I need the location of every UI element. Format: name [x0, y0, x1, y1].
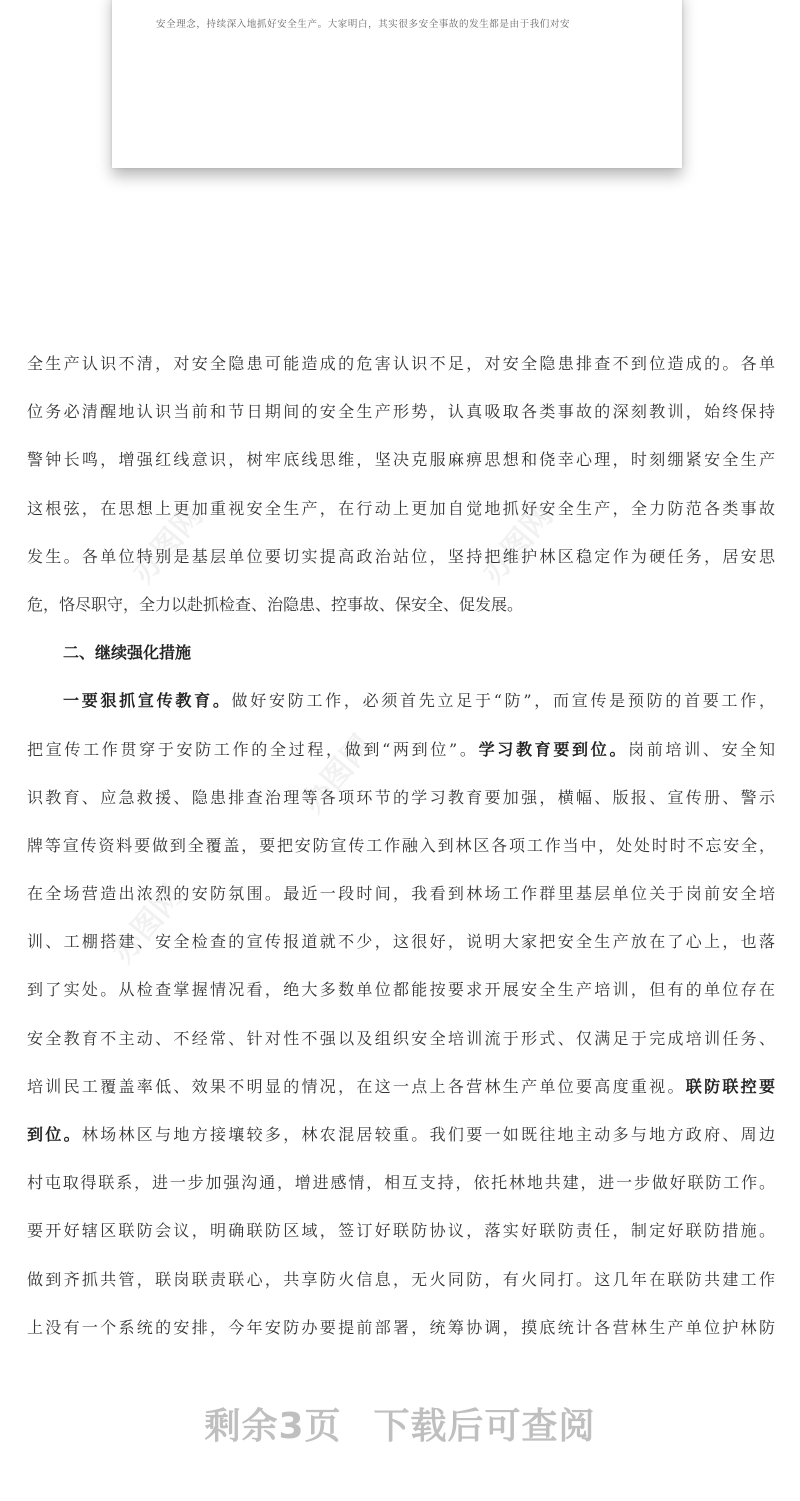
- document-preview-card: [112, 0, 682, 168]
- text-line: 全生产认识不清，对安全隐患可能造成的危害认识不足，对安全隐患排查不到位造成的。各单: [27, 354, 775, 373]
- paragraph: [27, 677, 775, 1352]
- watermark: 办图网: [125, 498, 211, 590]
- section-heading: 二、继续强化措施: [63, 643, 192, 663]
- text-line: 要开好辖区联防会议，明确联防区域，签订好联防协议，落实好联防责任，制定好联防措施。: [27, 1221, 775, 1241]
- text-line: 训、工棚搭建、安全检查的宣传报道就不少，这很好，说明大家把安全生产放在了心上，也落: [27, 932, 775, 952]
- text-line: [27, 1111, 775, 1159]
- document-body: [27, 340, 775, 1352]
- text-line: 上没有一个系统的安排，今年安防办要提前部署，统筹协调，摸底统计各营林生产单位护林防: [27, 1317, 775, 1337]
- paragraph: [27, 340, 775, 629]
- text-line: 这根弦，在思想上更加重视安全生产，在行动上更加自觉地抓好安全生产，全力防范各类事故: [27, 498, 775, 518]
- text-line: [27, 1063, 775, 1111]
- text-line: 发生。各单位特别是基层单位要切实提高政治站位，坚持把维护林区稳定作为硬任务，居安思: [27, 546, 775, 566]
- text-run: 林场林区与地方接壤较多，林农混居较重。我们要一如既往地主动多与地方政府、周边: [81, 1125, 775, 1144]
- text-line: 做到齐抓共管，联岗联责联心，共享防火信息，无火同防，有火同打。这几年在联防共建工作: [27, 1269, 775, 1289]
- download-prompt[interactable]: [0, 1398, 800, 1449]
- text-line: 识教育、应急救援、隐患排查治理等各项环节的学习教育要加强，横幅、版报、宣传册、警示: [27, 787, 775, 807]
- text-line: [27, 677, 775, 725]
- text-run: 做好安防工作，必须首先立足于“防”，而宣传是预防的首要工作，: [231, 691, 775, 711]
- watermark: 办图网: [105, 878, 191, 970]
- bold-lead: 学习教育要到位。: [478, 739, 629, 759]
- watermark: 办图网: [475, 498, 561, 590]
- remaining-pages-label: 剩余3页: [204, 1406, 342, 1447]
- text-line: 村屯取得联系，进一步加强沟通，增进感情，相互支持，依托林地共建，进一步做好联防工作。: [27, 1173, 775, 1193]
- text-run: 培训民工覆盖率低、效果不明显的情况，在这一点上各营林生产单位要高度重视。: [27, 1076, 686, 1096]
- text-line: 安全教育不主动、不经常、针对性不强以及组织安全培训流于形式、仅满足于完成培训任务、: [27, 1028, 775, 1048]
- bold-lead: 联防联控要: [685, 1076, 775, 1096]
- text-line: 牌等宣传资料要做到全覆盖，要把安防宣传工作融入到林区各项工作当中，处处时时不忘安全，: [27, 835, 775, 855]
- download-to-view-label: 下载后可查阅: [373, 1406, 596, 1447]
- text-line: [27, 726, 775, 774]
- text-line: 危，恪尽职守，全力以赴抓检查、治隐患、控事故、保安全、促发展。: [27, 594, 524, 614]
- text-run: 岗前培训、安全知: [628, 739, 775, 759]
- text-run: 把宣传工作贯穿于安防工作的全过程，做到“两到位”。: [27, 739, 479, 759]
- text-line: 在全场营造出浓烈的安防氛围。最近一段时间，我看到林场工作群里基层单位关于岗前安全培: [27, 884, 775, 904]
- bold-lead: 到位。: [27, 1125, 82, 1144]
- preview-text-line: 安全理念，持续深入地抓好安全生产。大家明白，其实很多安全事故的发生都是由于我们对安: [156, 19, 571, 30]
- text-line: 位务必清醒地认识当前和节日期间的安全生产形势，认真吸取各类事故的深刻教训，始终保持: [27, 402, 775, 422]
- text-line: 警钟长鸣，增强红线意识，树牢底线思维，坚决克服麻痹思想和侥幸心理，时刻绷紧安全生产: [27, 450, 775, 470]
- bold-lead: 一要狠抓宣传教育。: [63, 691, 232, 711]
- watermark: 办图网: [295, 728, 381, 820]
- text-line: 到了实处。从检查掌握情况看，绝大多数单位都能按要求开展安全生产培训，但有的单位存在: [27, 980, 775, 1000]
